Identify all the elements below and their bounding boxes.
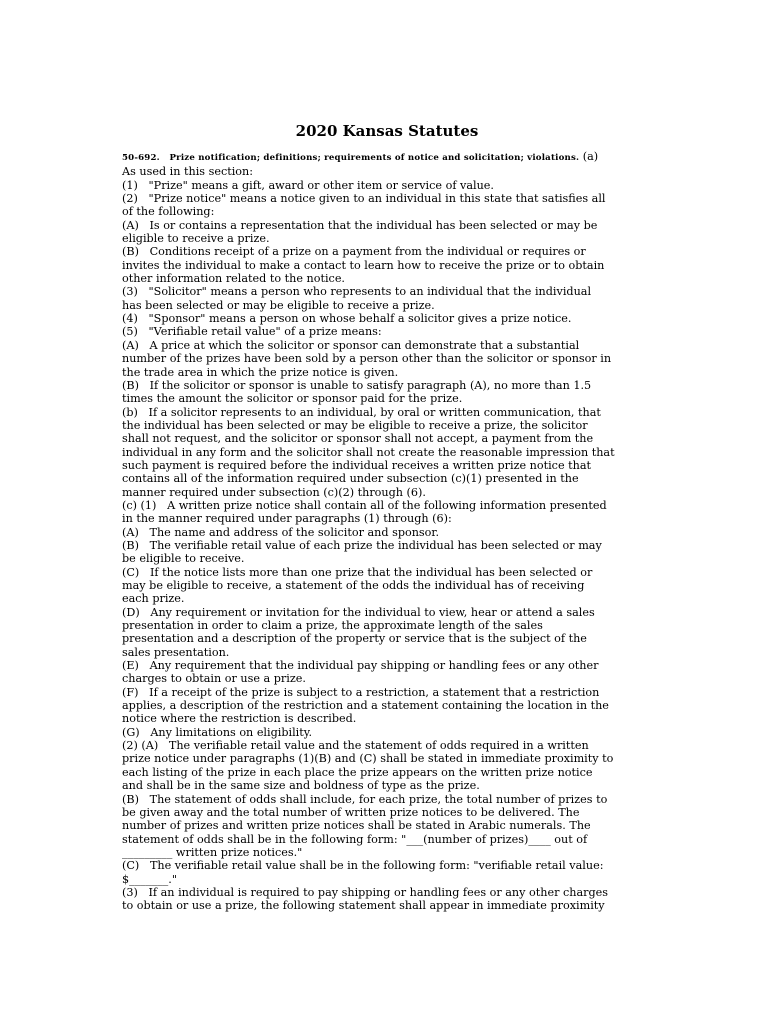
statute-line: other information related to the notice. [122,272,345,286]
statute-line: (C) The verifiable retail value shall be in the following form: "verifiable retail value: [122,859,604,873]
section-heading-line [122,150,652,165]
statute-line: be eligible to receive. [122,552,245,566]
statute-line: individual in any form and the solicitor shall not create the reasonable impression that [122,445,615,459]
statute-line: number of prizes and written prize notices shall be stated in Arabic numerals. The [122,819,591,833]
statute-line: (E) Any requirement that the individual pay shipping or handling fees or any other [122,659,599,673]
statute-line: charges to obtain or use a prize. [122,672,306,686]
statute-line: invites the individual to make a contact to learn how to receive the prize or to obtain [122,258,605,272]
statute-line: (1) "Prize" means a gift, award or other item or service of value. [122,178,494,192]
page-title: 2020 Kansas Statutes [295,122,479,140]
statute-line: such payment is required before the individual receives a written prize notice that [122,458,591,472]
statute-line: presentation in order to claim a prize, the approximate length of the sales [122,619,543,633]
statute-line: (2) (A) The verifiable retail value and the statement of odds required in a written [122,739,589,753]
statute-line: (F) If a receipt of the prize is subject to a restriction, a statement that a restriction [122,685,600,699]
statute-line: contains all of the information required under subsection (c)(1) presented in the [122,472,579,486]
statute-body [122,150,652,913]
statute-line: (b) If a solicitor represents to an individual, by oral or written communication, that [122,405,601,419]
statute-line: be given away and the total number of written prize notices to be delivered. The [122,805,580,819]
statute-line: (D) Any requirement or invitation for the individual to view, hear or attend a sales [122,605,595,619]
statute-line: (B) The statement of odds shall include, for each prize, the total number of prizes to [122,792,608,806]
statute-line: applies, a description of the restriction and a statement containing the location in the [122,699,609,713]
statute-line: presentation and a description of the property or service that is the subject of the [122,632,587,646]
statute-line: (2) "Prize notice" means a notice given to an individual in this state that satisfies all [122,192,606,206]
statute-line: may be eligible to receive, a statement of the odds the individual has of receiving [122,579,585,592]
statute-line: (3) If an individual is required to pay shipping or handling fees or any other charges [122,885,608,899]
statute-line: the trade area in which the prize notice is given. [122,365,399,379]
statute-line: each listing of the prize in each place the prize appears on the written prize notice [122,765,593,779]
statute-line: number of the prizes have been sold by a person other than the solicitor or sponsor in [122,352,612,366]
statute-line: of the following: [122,205,215,219]
statute-line: (G) Any limitations on eligibility. [122,725,313,739]
statute-line: (B) The verifiable retail value of each prize the individual has been selected or may [122,538,602,552]
statute-line: eligible to receive a prize. [122,232,270,246]
statute-line: (B) If the solicitor or sponsor is unable to satisfy paragraph (A), no more than 1.5 [122,378,592,392]
statute-line: (B) Conditions receipt of a prize on a payment from the individual or requires or [122,245,586,259]
statute-line: (A) A price at which the solicitor or sponsor can demonstrate that a substantial [122,338,580,352]
statute-line: manner required under subsection (c)(2) through (6). [122,485,426,499]
statute-line: prize notice under paragraphs (1)(B) and (C) shall be stated in immediate proximity to [122,752,614,766]
statute-line: statement of odds shall be in the following form: "___(number of prizes)____ out of [122,832,588,846]
statute-line: (c) (1) A written prize notice shall contain all of the following information presented [122,498,607,512]
statute-line: (A) Is or contains a representation that the individual has been selected or may be [122,218,598,232]
section-heading: Prize notification; definitions; requirements of notice and solicitation; violations. [169,153,580,163]
statute-line: (A) The name and address of the solicitor and sponsor. [122,525,440,539]
statute-line: in the manner required under paragraphs (1) through (6): [122,512,452,526]
statute-line: each prize. [122,592,185,606]
statute-line: As used in this section: [122,165,253,179]
statute-line: (C) If the notice lists more than one prize that the individual has been selected or [122,565,593,579]
statute-line: _________ written prize notices." [122,845,303,859]
statute-line: (5) "Verifiable retail value" of a prize means: [122,325,382,339]
section-number: 50-692. [122,153,160,163]
statute-line: (3) "Solicitor" means a person who represents to an individual that the individual [122,285,592,299]
statute-line: (4) "Sponsor" means a person on whose behalf a solicitor gives a prize notice. [122,312,572,326]
statute-text [122,165,652,912]
statute-line: has been selected or may be eligible to receive a prize. [122,298,435,312]
statute-line: to obtain or use a prize, the following statement shall appear in immediate proximity [122,899,605,913]
statute-line: sales presentation. [122,645,230,659]
statute-line: the individual has been selected or may be eligible to receive a prize, the solicitor [122,418,588,432]
statute-line: notice where the restriction is described. [122,712,357,726]
statute-line: times the amount the solicitor or sponsor paid for the prize. [122,392,463,406]
statute-line: shall not request, and the solicitor or sponsor shall not accept, a payment from the [122,432,594,446]
section-first-tail: (a) [579,150,599,163]
statute-line: $_______." [122,872,177,886]
statute-line: and shall be in the same size and boldness of type as the prize. [122,779,480,793]
